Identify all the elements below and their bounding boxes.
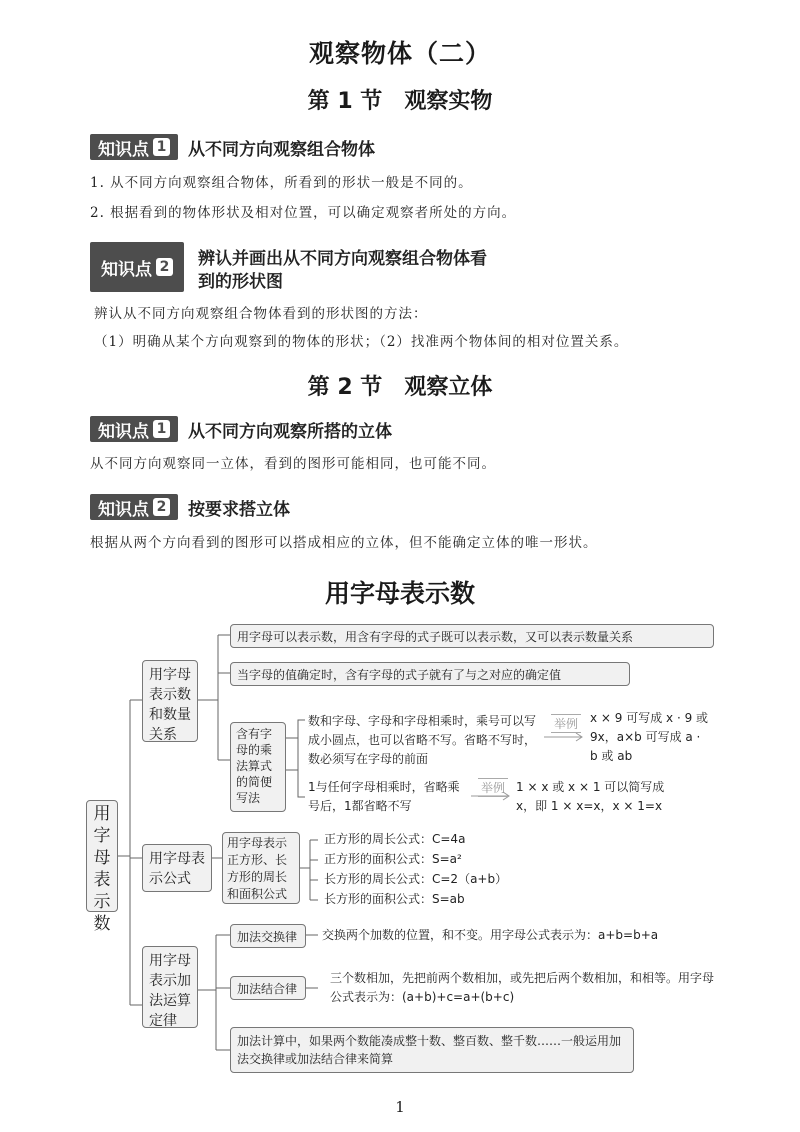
section-2-title: 观察立体: [404, 375, 493, 400]
s2-kp2-title: 按要求搭立体: [188, 499, 290, 520]
kp-badge-label: 知识点: [98, 421, 149, 442]
section-1-number: 第 1 节: [307, 89, 383, 114]
kp-badge-label: 知识点: [101, 259, 152, 280]
s1-kp1-line-2: 2. 根据看到的物体形状及相对位置，可以确定观察者所处的方向。: [90, 205, 517, 221]
b2-formula-4: 长方形的面积公式：S=ab: [324, 892, 465, 906]
b3-law-1: 加法交换律: [230, 924, 306, 948]
page-title: 观察物体（二）: [308, 39, 491, 68]
b1-node-2: 当字母的值确定时，含有字母的式子就有了与之对应的确定值: [230, 662, 630, 686]
s1-kp2-title-1: 辨认并画出从不同方向观察组合物体看: [198, 249, 487, 269]
b3-note: 加法计算中，如果两个数能凑成整十数、整百数、整千数……一般运用加法交换律或加法结合律来简算: [230, 1027, 634, 1073]
s2-kp1-title: 从不同方向观察所搭的立体: [188, 421, 392, 442]
b3-law-1-text: 交换两个加数的位置，和不变。用字母公式表示为：a+b=b+a: [322, 928, 659, 942]
b2-sub-node: 用字母表示正方形、长方形的周长和面积公式: [222, 832, 300, 904]
b1-rule-2: 1与任何字母相乘时，省略乘号后，1都省略不写: [308, 780, 460, 813]
section-2-number: 第 2 节: [307, 375, 383, 400]
mindmap-root: 用字母表示数: [86, 800, 118, 912]
b1-rule-1: 数和字母、字母和字母相乘时，乘号可以写成小圆点，也可以省略不写。省略不写时，数必须写在字母的前面: [308, 714, 537, 766]
page-number: 1: [395, 1098, 405, 1116]
branch-1-label: 用字母表示数和数量关系: [142, 660, 198, 742]
kp-badge-number: 1: [153, 420, 170, 438]
b2-formula-3: 长方形的周长公式：C=2（a+b）: [324, 872, 508, 886]
kp-badge-number: 2: [153, 498, 170, 516]
s1-kp2-line-1: 辨认从不同方向观察组合物体看到的形状图的方法：: [94, 306, 428, 322]
b3-law-2-text: 三个数相加，先把前两个数相加，或先把后两个数相加，和相等。用字母公式表示为：(a+b)+c=a+(b+c): [330, 971, 715, 1004]
mindmap-title: 用字母表示数: [324, 579, 475, 608]
s1-kp2-title-2: 到的形状图: [198, 272, 283, 292]
s2-kp2-line: 根据从两个方向看到的图形可以搭成相应的立体，但不能确定立体的唯一形状。: [90, 535, 598, 551]
s1-kp1-title: 从不同方向观察组合物体: [188, 139, 375, 160]
section-1-title: 观察实物: [404, 89, 493, 114]
example-label-1: 举例: [551, 714, 581, 733]
kp-badge-number: 1: [153, 138, 170, 156]
b1-node-1: 用字母可以表示数，用含有字母的式子既可以表示数，又可以表示数量关系: [230, 624, 714, 648]
b2-formula-2: 正方形的面积公式：S=a²: [324, 852, 462, 866]
kp-badge-label: 知识点: [98, 499, 149, 520]
b3-law-2: 加法结合律: [230, 976, 306, 1000]
branch-3-label: 用字母表示加法运算定律: [142, 946, 198, 1028]
s2-kp1-line: 从不同方向观察同一立体，看到的图形可能相同，也可能不同。: [90, 456, 496, 472]
s1-kp1-line-1: 1. 从不同方向观察组合物体，所看到的形状一般是不同的。: [90, 175, 473, 191]
kp-badge-number: 2: [156, 258, 173, 276]
b1-example-2: 1 × x 或 x × 1 可以简写成 x，即 1 × x=x，x × 1=x: [516, 780, 665, 813]
example-label-2: 举例: [478, 778, 508, 797]
kp-badge-label: 知识点: [98, 139, 149, 160]
branch-2-label: 用字母表示公式: [142, 844, 212, 892]
b2-formula-1: 正方形的周长公式：C=4a: [324, 832, 466, 846]
b1-example-1: x × 9 可写成 x · 9 或 9x，a×b 可写成 a · b 或 ab: [590, 711, 709, 763]
b1-sub-node: 含有字母的乘法算式的简便写法: [230, 722, 286, 812]
s1-kp2-line-2: （1）明确从某个方向观察到的物体的形状；（2）找准两个物体间的相对位置关系。: [94, 334, 629, 350]
